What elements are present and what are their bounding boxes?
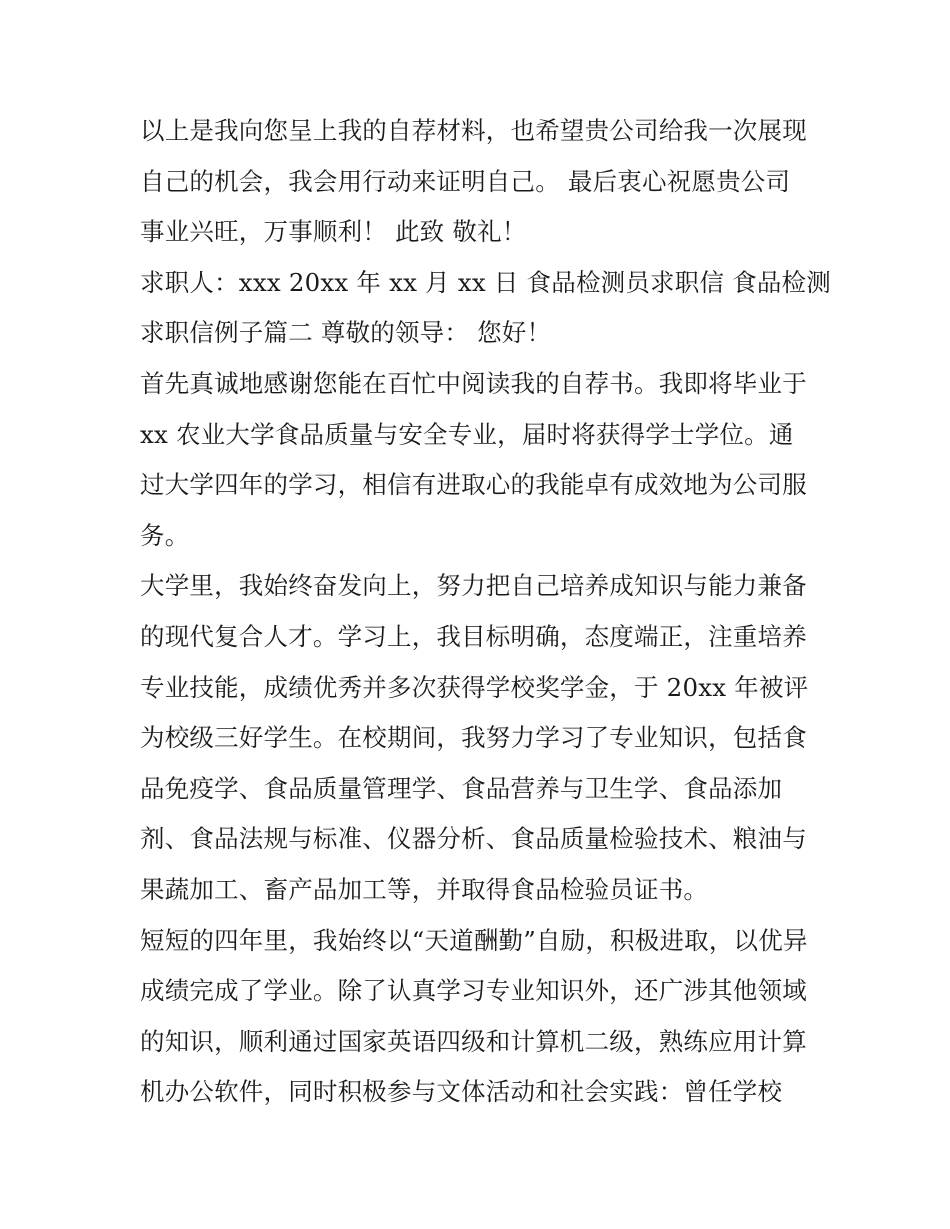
text-line: 专业技能，成绩优秀并多次获得学校奖学金，于 20xx 年被评 bbox=[140, 672, 809, 702]
text-line: 果蔬加工、畜产品加工等，并取得食品检验员证书。 bbox=[140, 874, 709, 904]
text-line: 的知识，顺利通过国家英语四级和计算机二级，熟练应用计算 bbox=[140, 1026, 807, 1056]
text-line: 品免疫学、食品质量管理学、食品营养与卫生学、食品添加 bbox=[140, 773, 783, 803]
text-line: 机办公软件，同时积极参与文体活动和社会实践：曾任学校 bbox=[140, 1077, 783, 1107]
text-line: 事业兴旺，万事顺利！ 此致 敬礼！ bbox=[140, 217, 527, 247]
text-line: 求职人：xxx 20xx 年 xx 月 xx 日 食品检测员求职信 食品检测 bbox=[140, 267, 831, 297]
text-line: 的现代复合人才。学习上，我目标明确，态度端正，注重培养 bbox=[140, 621, 807, 651]
text-line: 成绩完成了学业。除了认真学习专业知识外，还广涉其他领域 bbox=[140, 976, 807, 1006]
text-line: 为校级三好学生。在校期间，我努力学习了专业知识，包括食 bbox=[140, 723, 807, 753]
text-line: 过大学四年的学习，相信有进取心的我能卓有成效地为公司服 bbox=[140, 470, 807, 500]
text-line: xx 农业大学食品质量与安全专业，届时将获得学士学位。通 bbox=[140, 419, 794, 449]
text-line: 务。 bbox=[140, 520, 190, 550]
text-line: 大学里，我始终奋发向上，努力把自己培养成知识与能力兼备 bbox=[140, 571, 807, 601]
letter-body bbox=[140, 106, 830, 1118]
text-line: 剂、食品法规与标准、仪器分析、食品质量检验技术、粮油与 bbox=[140, 824, 807, 854]
text-line: 自己的机会，我会用行动来证明自己。 最后衷心祝愿贵公司 bbox=[140, 166, 791, 196]
text-line: 首先真诚地感谢您能在百忙中阅读我的自荐书。我即将毕业于 bbox=[140, 368, 807, 398]
text-line: 短短的四年里，我始终以“天道酬勤”自励，积极进取，以优异 bbox=[140, 925, 808, 955]
text-line: 以上是我向您呈上我的自荐材料，也希望贵公司给我一次展现 bbox=[140, 116, 807, 145]
text-line: 求职信例子篇二 尊敬的领导： 您好！ bbox=[140, 318, 552, 348]
